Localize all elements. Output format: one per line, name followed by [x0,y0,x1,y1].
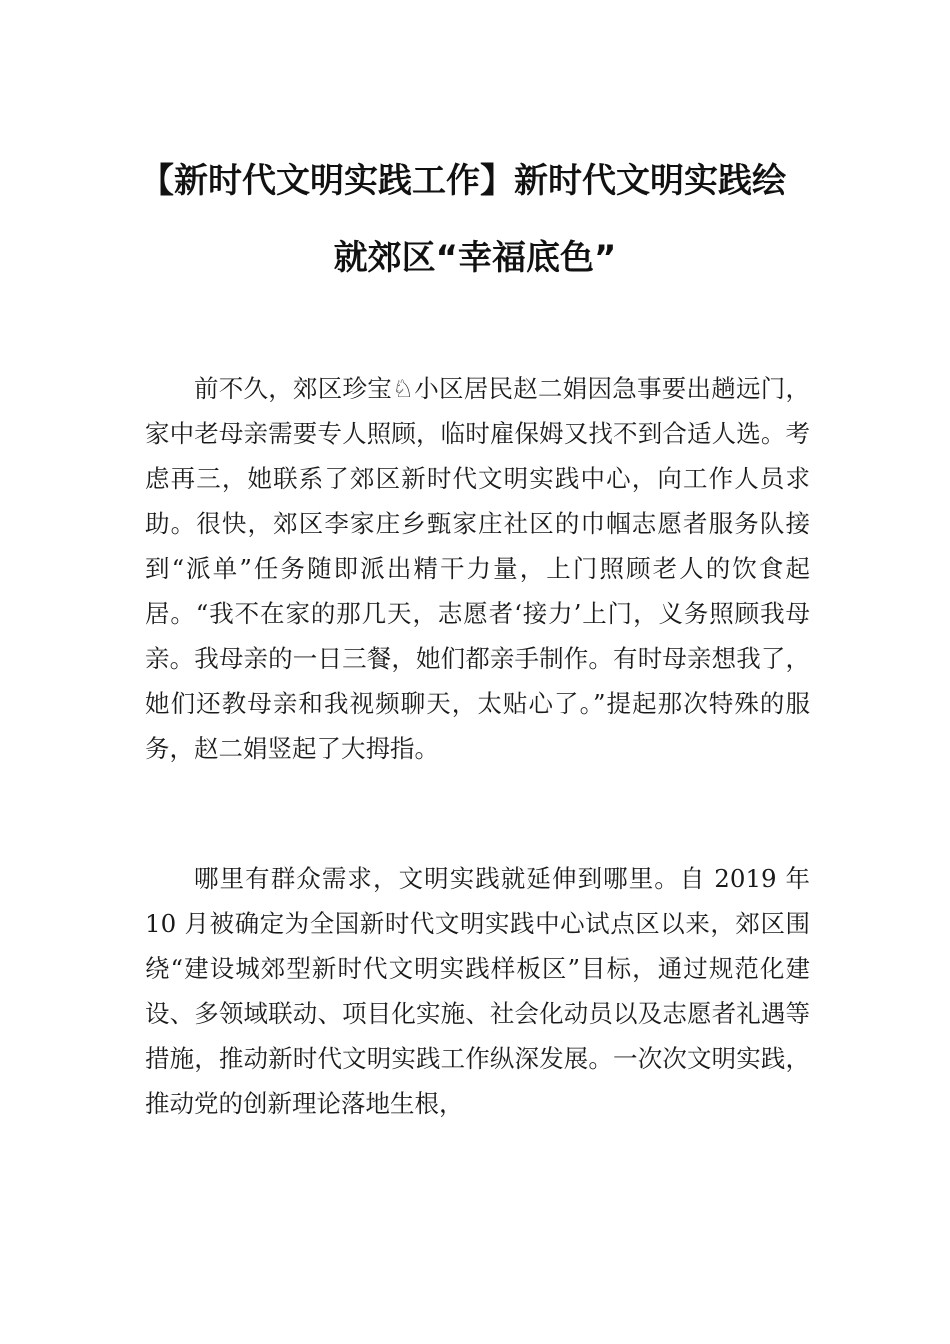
body-paragraph-2: 哪里有群众需求，文明实践就延伸到哪里。自 2019 年 10 月被确定为全国新时代文明实践中心试点区以来，郊区围绕“建设城郊型新时代文明实践样板区”目标，通过规范化建设、多领域联动、项目化实施、社会化动员以及志愿者礼遇等措施，推动新时代文明实践工作纵深发展。一次次文明实践，推动党的创新理论落地生根， [145,864,810,1118]
document-title-line-1: 【新时代文明实践工作】新时代文明实践绘 [140,161,786,201]
document-title-line-2: 就郊区“幸福底色” [333,238,617,278]
body-paragraph-1: 前不久，郊区珍宝♘小区居民赵二娟因急事要出趟远门，家中老母亲需要专人照顾，临时雇保姆又找不到合适人选。考虑再三，她联系了郊区新时代文明实践中心，向工作人员求助。很快，郊区李家庄乡甄家庄社区的巾帼志愿者服务队接到“派单”任务随即派出精干力量，上门照顾老人的饮食起居。“我不在家的那几天，志愿者‘接力’上门，义务照顾我母亲。我母亲的一日三餐，她们都亲手制作。有时母亲想我了，她们还教母亲和我视频聊天，太贴心了。”提起那次特殊的服务，赵二娟竖起了大拇指。 [145,374,810,763]
